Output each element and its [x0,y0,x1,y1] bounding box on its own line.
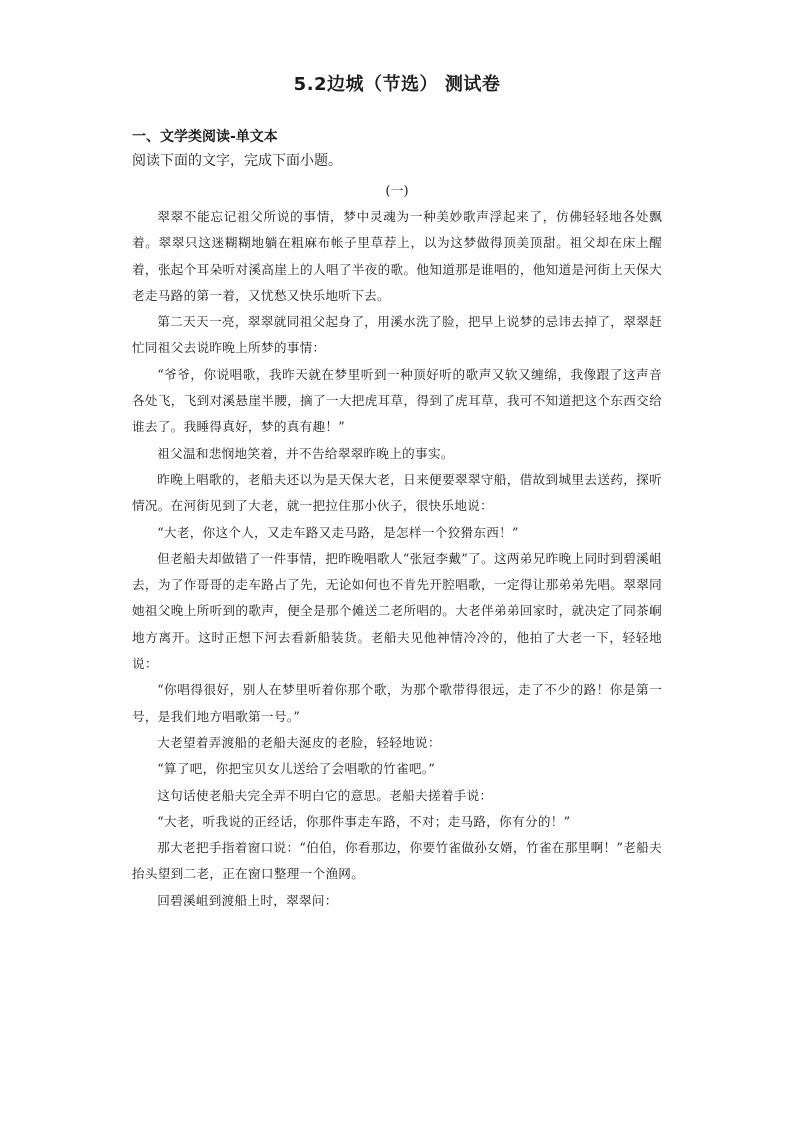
paragraph: “算了吧，你把宝贝女儿送给了会唱歌的竹雀吧。” [157,761,436,777]
paragraph: 大老望着弄渡船的老船夫涎皮的老脸，轻轻地说： [157,734,441,750]
paragraph: 这句话使老船夫完全弄不明白它的意思。老船夫搓着手说： [157,787,493,803]
paragraph: 但老船夫却做错了一件事情，把昨晚唱歌人“张冠李戴”了。这两弟兄昨晚上同时到碧溪岨去，为了作哥哥的走车路占了先，无论如何也不肯先开腔唱歌，一定得让那弟弟先唱。翠翠同她祖父晚上所听到的歌声，便全是那个傩送二老所唱的。大老伴弟弟回家时，就决定了同茶峒地方离开。这时正想下河去看新船装货。老船夫见他神情冷冷的，他拍了大老一下，轻轻地说： [132,550,662,672]
page-title: 5.2边城（节选） 测试卷 [293,74,501,95]
paragraph: “爷爷，你说唱歌，我昨天就在梦里听到一种顶好听的歌声又软又缠绵，我像跟了这声音各处飞，飞到对溪悬崖半腰，摘了一大把虎耳草，得到了虎耳草，我可不知道把这个东西交给谁去了。我睡得真好，梦的真有趣！” [132,366,662,435]
paragraph: “你唱得很好，别人在梦里听着你那个歌，为那个歌带得很远，走了不少的路！你是第一号，是我们地方唱歌第一号。” [132,682,662,724]
instruction-text: 阅读下面的文字，完成下面小题。 [132,153,342,169]
paragraph: 第二天天一亮，翠翠就同祖父起身了，用溪水洗了脸，把早上说梦的忌讳去掉了，翠翠赶忙同祖父去说昨晚上所梦的事情： [132,314,662,356]
part-label: (一) [385,184,409,199]
paragraph: 那大老把手指着窗口说：“伯伯，你看那边，你要竹雀做孙女婿，竹雀在那里啊！”老船夫抬头望到二老，正在窗口整理一个渔网。 [132,840,662,882]
paragraph: 祖父温和悲悯地笑着，并不告给翠翠昨晚上的事实。 [157,445,454,461]
paragraph: 昨晚上唱歌的，老船夫还以为是天保大老，日来便要翠翠守船，借故到城里去送药，探听情况。在河街见到了大老，就一把拉住那小伙子，很快乐地说： [132,471,662,514]
paragraph: 翠翠不能忘记祖父所说的事情，梦中灵魂为一种美妙歌声浮起来了，仿佛轻轻地各处飘着。翠翠只这迷糊糊地躺在粗麻布帐子里草荐上，以为这梦做得顶美顶甜。祖父却在床上醒着，张起个耳朵听对溪高崖上的人唱了半夜的歌。他知道那是谁唱的，他知道是河街上天保大老走马路的第一着，又忧愁又快乐地听下去。 [132,209,662,303]
passage-body [132,204,662,914]
paragraph: 回碧溪岨到渡船上时，翠翠问： [157,892,338,908]
paragraph: “大老，你这个人，又走车路又走马路，是怎样一个狡猾东西！” [157,524,519,540]
section-heading: 一、文学类阅读-单文本 [132,129,278,145]
paragraph: “大老，听我说的正经话，你那件事走车路，不对；走马路，你有分的！” [157,813,571,829]
